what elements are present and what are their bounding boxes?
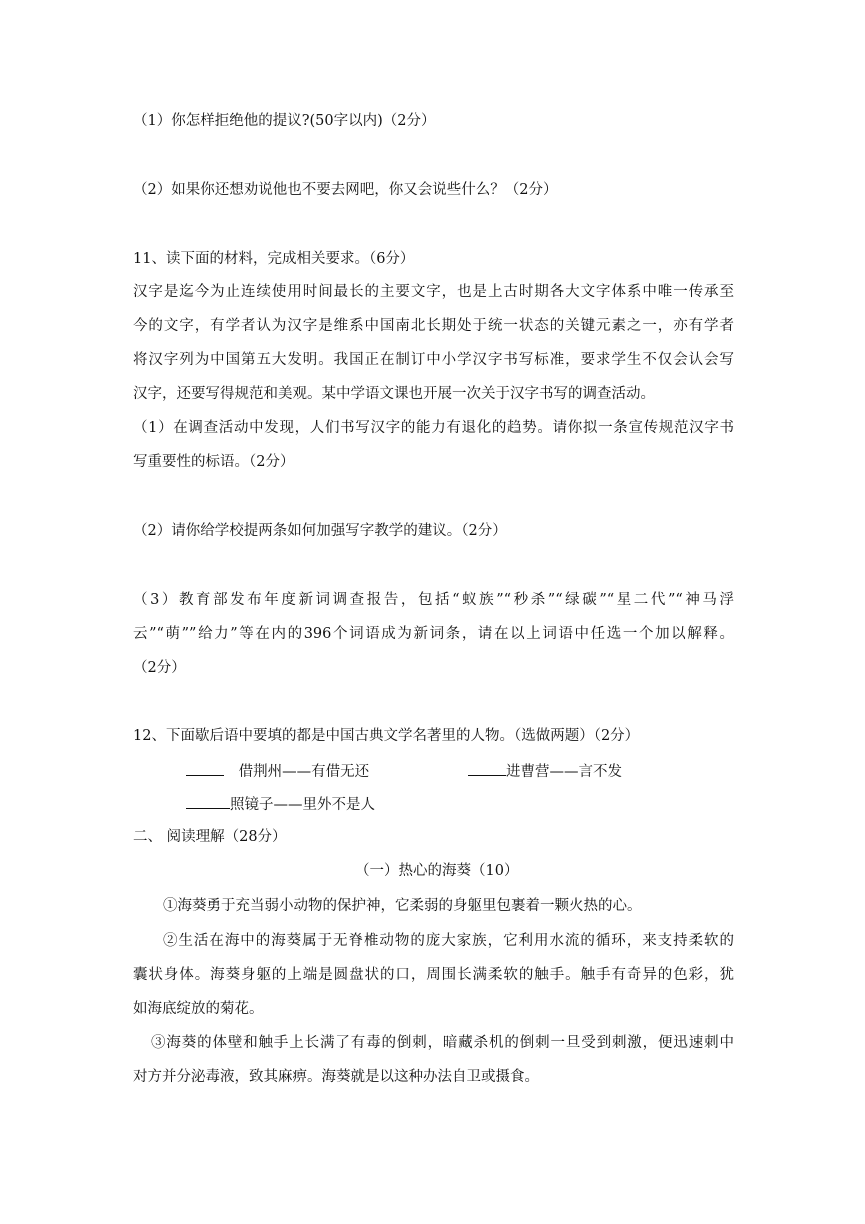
q12-item-text: 照镜子——里外不是人 [230,797,375,813]
q11-heading: 11、读下面的材料，完成相关要求。（6分） [133,251,415,267]
section2-heading: 二、 阅读理解（28分） [133,829,287,845]
section2-subtitle: （一）热心的海葵（10） [355,863,519,879]
section2-paragraph-3-line: ③海葵的体壁和触手上长满了有毒的倒刺，暗藏杀机的倒刺一旦受到刺激，便迅速刺中 [151,1035,734,1051]
answer-blank[interactable] [468,760,506,776]
q12-item-2 [468,760,622,782]
q11-passage-line: 汉字，还要写得规范和美观。某中学语文课也开展一次关于汉字书写的调查活动。 [133,386,655,402]
q11-sub3-line: 云”“萌””给力”等在内的396个词语成为新词条，请在以上词语中任选一个加以解释。 [133,626,734,642]
section2-paragraph-2-line: ②生活在海中的海葵属于无脊椎动物的庞大家族，它利用水流的循环，来支持柔软的 [163,933,734,949]
q12-heading: 12、下面歇后语中要填的都是中国古典文学名著里的人物。（选做两题）（2分） [133,728,640,744]
answer-blank[interactable] [186,793,230,809]
q11-sub1-line: 写重要性的标语。（2分） [133,454,295,470]
section2-paragraph-2-line: 如海底绽放的菊花。 [133,1001,264,1017]
section2-paragraph-1: ①海葵勇于充当弱小动物的保护神，它柔弱的身躯里包裹着一颗火热的心。 [163,898,642,914]
q12-item-text: 借荆州——有借无还 [238,764,370,780]
q11-sub1-line: （1）在调查活动中发现，人们书写汉字的能力有退化的趋势。请你拟一条宣传规范汉字书 [133,420,734,436]
answer-blank[interactable] [186,760,224,776]
q12-item-1 [186,760,369,782]
q11-passage-line: 今的文字，有学者认为汉字是维系中国南北长期处于统一状态的关键元素之一，亦有学者 [133,318,734,334]
q11-passage-line: 汉字是迄今为止连续使用时间最长的主要文字，也是上古时期各大文字体系中唯一传承至 [133,284,734,300]
q10-sub2: （2）如果你还想劝说他也不要去网吧，你又会说些什么？（2分） [133,182,558,198]
q11-sub2: （2）请你给学校提两条如何加强写字教学的建议。（2分） [133,523,507,539]
q12-item-3 [186,793,375,815]
q10-sub1: （1）你怎样拒绝他的提议?(50字以内)（2分） [133,113,436,129]
section2-paragraph-2-line: 囊状身体。海葵身躯的上端是圆盘状的口，周围长满柔软的触手。触手有奇异的色彩，犹 [133,967,734,983]
q11-sub3-line: （3）教育部发布年度新词调查报告，包括“蚁族”“秒杀”“绿碳”“星二代”“神马浮 [133,592,734,608]
q11-passage-line: 将汉字列为中国第五大发明。我国正在制订中小学汉字书写标准，要求学生不仅会认会写 [133,352,734,368]
section2-paragraph-3-line: 对方并分泌毒液，致其麻痹。海葵就是以这种办法自卫或摄食。 [133,1069,539,1085]
q12-item-text: 进曹营——言不发 [506,764,622,780]
q11-sub3-line: （2分） [133,660,186,676]
